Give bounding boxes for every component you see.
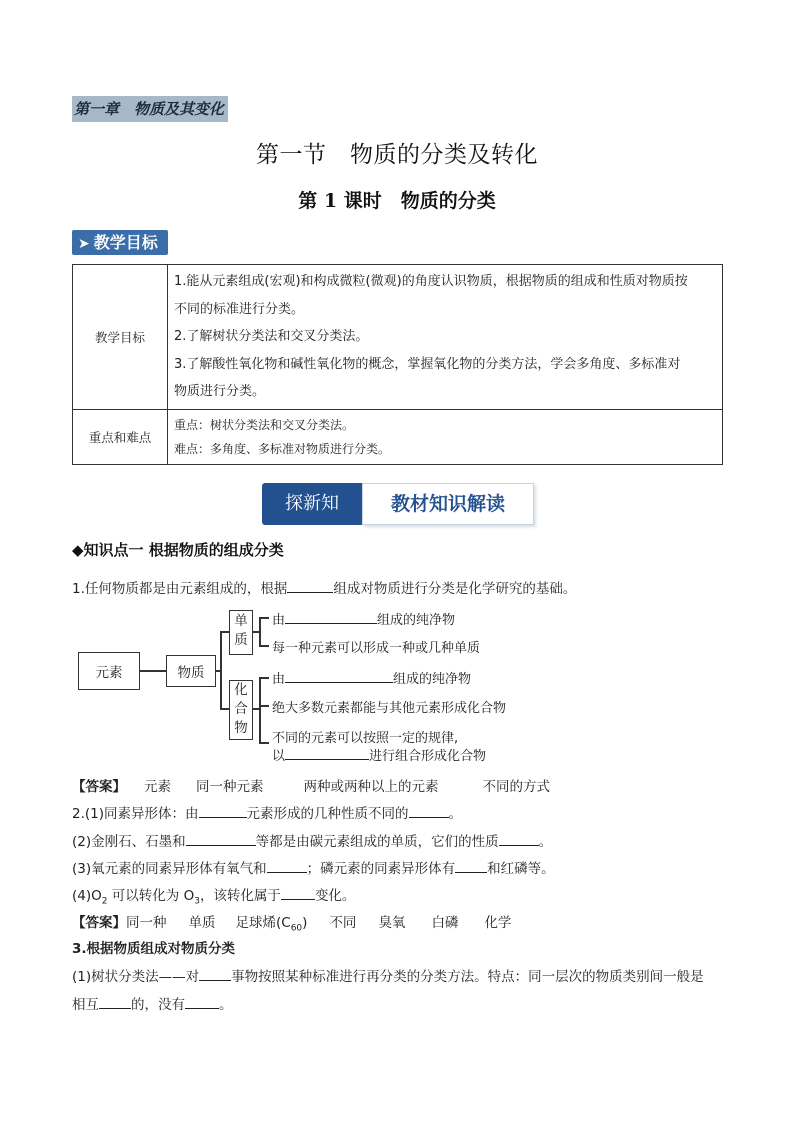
diagram-text: 每一种元素可以形成一种或几种单质 [272,641,481,656]
question-3-2 [72,993,233,1013]
answer-item: 同一种元素 [196,779,264,795]
text: 变化。 [314,888,356,904]
question-1 [72,577,576,597]
badge-label: 教学目标 [93,233,158,252]
text: 物质 [177,665,205,681]
text: ，该转化属于 [199,888,281,904]
section-banner [262,483,532,525]
text: ；磷元素的同素异形体有 [306,861,456,877]
text: 单 [234,613,248,629]
connector-line [259,677,269,679]
text: 元素 [95,665,123,681]
question-2-3 [72,857,555,877]
diagram-text: 绝大多数元素都能与其他元素形成化合物 [272,701,507,716]
diagram-compound-box [229,680,253,740]
connector-line [259,617,269,619]
text: (3)氧元素的同素异形体有氧气和 [72,861,267,877]
subscript: 60 [290,923,303,934]
answer-item: 臭氧 [378,915,406,931]
subscript: 3 [194,896,200,907]
text: (2)金刚石、石墨和 [72,834,186,850]
answer-label: 【答案】 [72,779,126,795]
connector-line [259,705,269,707]
connector-line [220,631,222,709]
goal-line: 不同的标准进行分类。 [174,301,305,317]
goal-line: 物质进行分类。 [174,384,266,399]
text: 等都是由碳元素组成的单质，它们的性质 [255,834,499,850]
text: (4)O [72,888,102,904]
goals-table [72,264,723,465]
text: (1)树状分类法——对 [72,969,200,985]
goal-line: 3.了解酸性氧化物和碱性氧化物的概念，掌握氧化物的分类方法，学会多角度、多标准对 [174,356,681,372]
connector-line [259,742,269,744]
text: 由 [272,672,286,687]
table-row [73,265,723,410]
fill-blank [499,831,539,846]
fill-blank [287,578,333,593]
connector-line [259,645,269,647]
answer-1 [72,775,550,795]
answer-item: 单质 [188,915,216,931]
fill-blank [99,994,131,1009]
text: 2.(1)同素异形体：由 [72,806,199,822]
row-label: 重点和难点 [73,409,168,464]
text: 元素形成的几种性质不同的 [246,806,409,822]
answer-item: 元素 [144,779,171,795]
question-2-4 [72,884,355,907]
answer-item: 同一种 [126,915,167,931]
text: 物 [234,720,248,736]
text: 可以转化为 O [107,888,195,904]
banner-right: 教材知识解读 [362,483,534,525]
text: 相互 [72,997,99,1013]
question-2-2 [72,830,552,850]
fill-blank [186,831,256,846]
keypoint-line: 重点：树状分类法和交叉分类法。 [174,417,355,432]
lesson-title: 第 1 课时 物质的分类 [298,190,496,212]
fill-blank [455,858,487,873]
answer-item: ) [302,915,308,931]
fill-blank [185,994,219,1009]
goals-content [168,265,723,410]
diagram-text [272,745,486,764]
answer-item: 化学 [484,915,512,931]
question-2-1 [72,802,462,822]
answer-label: 【答案】 [72,915,126,931]
question-3-title: 3.根据物质组成对物质分类 [72,941,236,957]
fill-blank [199,803,247,818]
text: 进行组合形成化合物 [369,749,487,764]
diagram-element-box [78,652,140,690]
text: 事物按照某种标准进行再分类的分类方法。特点：同一层次的物质类别间一般是 [231,969,704,985]
fill-blank [285,668,393,683]
diagram-simple-substance-box [229,610,253,655]
answer-item: 不同 [329,915,357,931]
answer-2 [72,911,511,934]
section-title: 第一节 物质的分类及转化 [256,142,538,168]
answer-item: 两种或两种以上的元素 [303,779,439,795]
text: 由 [272,613,286,628]
text: 组成的纯净物 [377,613,456,628]
connector-line [139,670,166,672]
diagram-text [272,609,455,628]
diagram-text [272,668,471,687]
chapter-heading: 第一章 物质及其变化 [72,96,228,122]
knowledge-point-heading: ◆知识点一 根据物质的组成分类 [72,541,284,559]
banner-left: 探新知 [262,483,362,525]
text: 合 [234,701,248,717]
answer-item: 不同的方式 [482,779,550,795]
text: 。 [448,806,463,822]
answer-item: 足球烯(C [235,915,291,931]
text: 以 [272,749,286,764]
text: 组成对物质进行分类是化学研究的基础。 [333,581,577,597]
question-3-1 [72,965,704,985]
text: 。 [219,997,233,1013]
text: 1.任何物质都是由元素组成的，根据 [72,581,288,597]
connector-line [259,617,261,646]
fill-blank [267,858,307,873]
answer-item: 白磷 [431,915,459,931]
goal-line: 2.了解树状分类法和交叉分类法。 [174,329,369,344]
fill-blank [285,609,377,624]
fill-blank [199,966,231,981]
connector-line [220,708,229,710]
text: 。 [538,834,553,850]
connector-line [220,631,229,633]
fill-blank [285,745,369,760]
goal-line: 1.能从元素组成(宏观)和构成微粒(微观)的角度认识物质，根据物质的组成和性质对物质按 [174,274,688,289]
teaching-goals-badge [72,230,168,255]
arrow-right-icon: ➤ [78,236,90,252]
text: 和红磷等。 [487,861,555,877]
text: 的，没有 [131,997,185,1013]
text: 质 [234,632,248,648]
connector-line [259,677,261,743]
keypoint-line: 难点：多角度、多标准对物质进行分类。 [174,441,391,456]
subscript: 2 [101,896,108,907]
diagram-text: 不同的元素可以按照一定的规律, [272,731,459,746]
text: 化 [234,682,248,698]
fill-blank [281,885,315,900]
keypoints-content [168,409,723,464]
text: 组成的纯净物 [393,672,472,687]
table-row [73,409,723,464]
diagram-substance-box [166,655,216,687]
row-label: 教学目标 [73,265,168,410]
fill-blank [409,803,449,818]
